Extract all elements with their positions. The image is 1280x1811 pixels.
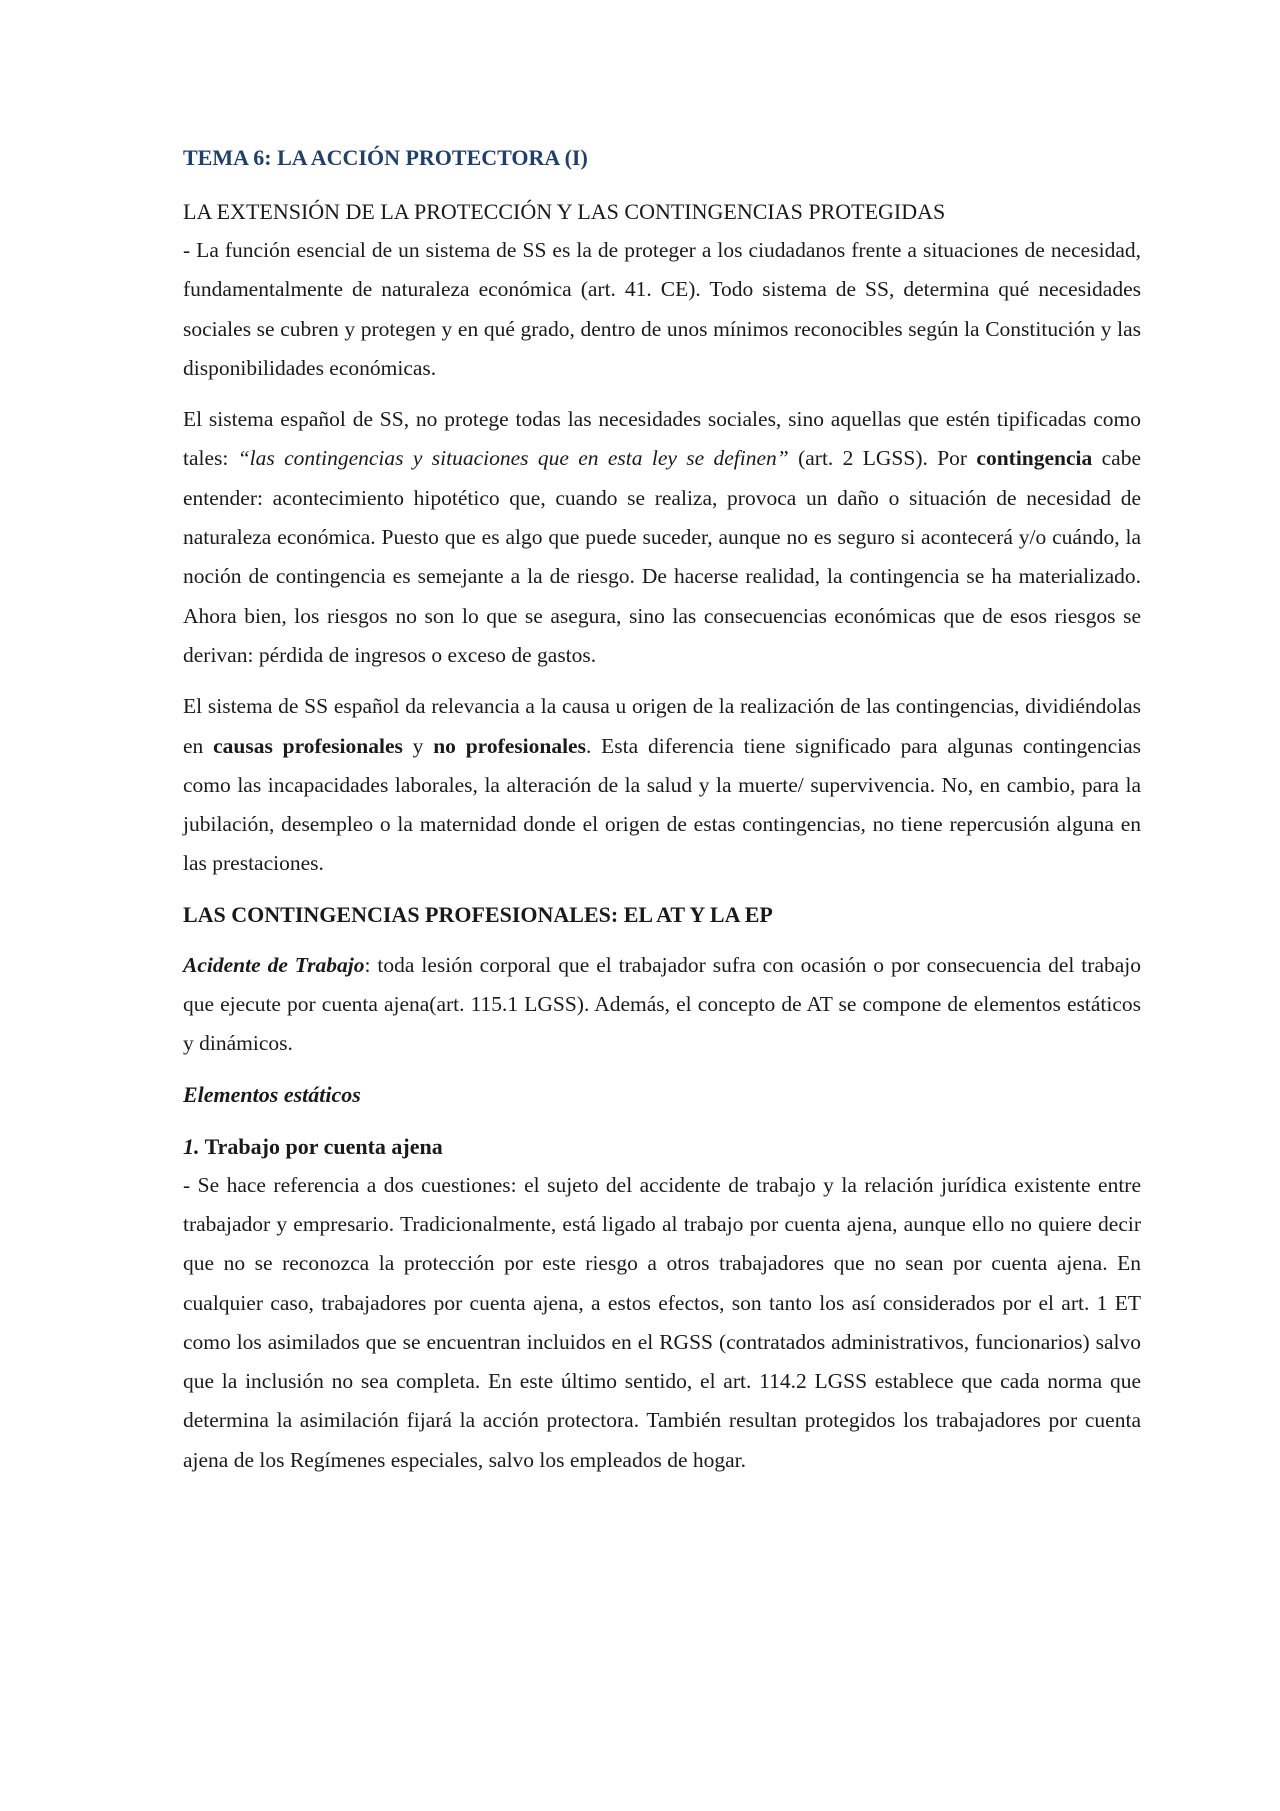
document-title: TEMA 6: LA ACCIÓN PROTECTORA (I) (183, 145, 588, 170)
document-page (183, 143, 1141, 1492)
subheading-static-elements: Elementos estáticos (183, 1081, 361, 1107)
term-no-profesionales: no profesionales (433, 733, 586, 758)
list-item-number: 1. (183, 1133, 200, 1159)
paragraph-cuenta-ajena: - Se hace referencia a dos cuestiones: el sujeto del accidente de trabajo y la relación jurídica existente entre trabajador y empresario. Tradicionalmente, está ligado al trabajo por cuenta ajena, aunque ello no quiere decir que no se reconozca la protección por este riesgo a otros trabajadores que no sean por cuenta ajena. En cualquier caso, trabajadores por cuenta ajena, a estos efectos, son tanto los así considerados por el art. 1 ET como los asimilados que se encuentran incluidos en el RGSS (contratados administrativos, funcionarios) salvo que la inclusión no sea completa. En este último sentido, el art. 114.2 LGSS establece que cada norma que determina la asimilación fijará la acción protectora. También resultan protegidos los trabajadores por cuenta ajena de los Regímenes especiales, salvo los empleados de hogar. (183, 1172, 1141, 1472)
list-item-heading (183, 1132, 1141, 1162)
paragraph-accident-definition: Acidente de Trabajo: toda lesión corporal que el trabajador sufra con ocasión o por consecuencia del trabajo que ejecute por cuenta ajena(art. 115.1 LGSS). Además, el concepto de AT se compone de elementos estáticos y dinámicos. (183, 952, 1142, 1056)
term-accidente-trabajo: Acidente de Trabajo (183, 952, 365, 977)
section-heading-extension: LA EXTENSIÓN DE LA PROTECCIÓN Y LAS CONTINGENCIAS PROTEGIDAS (183, 199, 946, 224)
term-contingencia: contingencia (976, 446, 1093, 471)
quote-lgss: “las contingencias y situaciones que en esta ley se definen” (237, 446, 789, 471)
term-causas-profesionales: causas profesionales (213, 733, 403, 758)
paragraph-contingency: El sistema español de SS, no protege todas las necesidades sociales, sino aquellas que estén tipificadas como tales: “las contingencias y situaciones que en esta ley se definen” (art. 2 LGSS). Por contingencia cabe entender: acontecimiento hipotético que, cuando se realiza, provoca un daño o situación de necesidad de naturaleza económica. Puesto que es algo que puede suceder, aunque no es seguro si acontecerá y/o cuándo, la noción de contingencia es semejante a la de riesgo. De hacerse realidad, la contingencia se ha materializado. Ahora bien, los riesgos no son lo que se asegura, sino las consecuencias económicas que de esos riesgos se derivan: pérdida de ingresos o exceso de gastos. (183, 407, 1142, 667)
paragraph-function: - La función esencial de un sistema de SS es la de proteger a los ciudadanos frente a situaciones de necesidad, fundamentalmente de naturaleza económica (art. 41. CE). Todo sistema de SS, determina qué necesidades sociales se cubren y protegen y en qué grado, dentro de unos mínimos reconocibles según la Constitución y las disponibilidades económicas. (183, 238, 1141, 380)
paragraph-causes: El sistema de SS español da relevancia a la causa u origen de la realización de las contingencias, dividiéndolas en causas profesionales y no profesionales. Esta diferencia tiene significado para algunas contingencias como las incapacidades laborales, la alteración de la salud y la muerte/ supervivencia. No, en cambio, para la jubilación, desempleo o la maternidad donde el origen de estas contingencias, no tiene repercusión alguna en las prestaciones. (183, 694, 1142, 876)
list-item-title: Trabajo por cuenta ajena (199, 1133, 443, 1159)
section-heading-professional: LAS CONTINGENCIAS PROFESIONALES: EL AT Y LA EP (183, 901, 773, 927)
